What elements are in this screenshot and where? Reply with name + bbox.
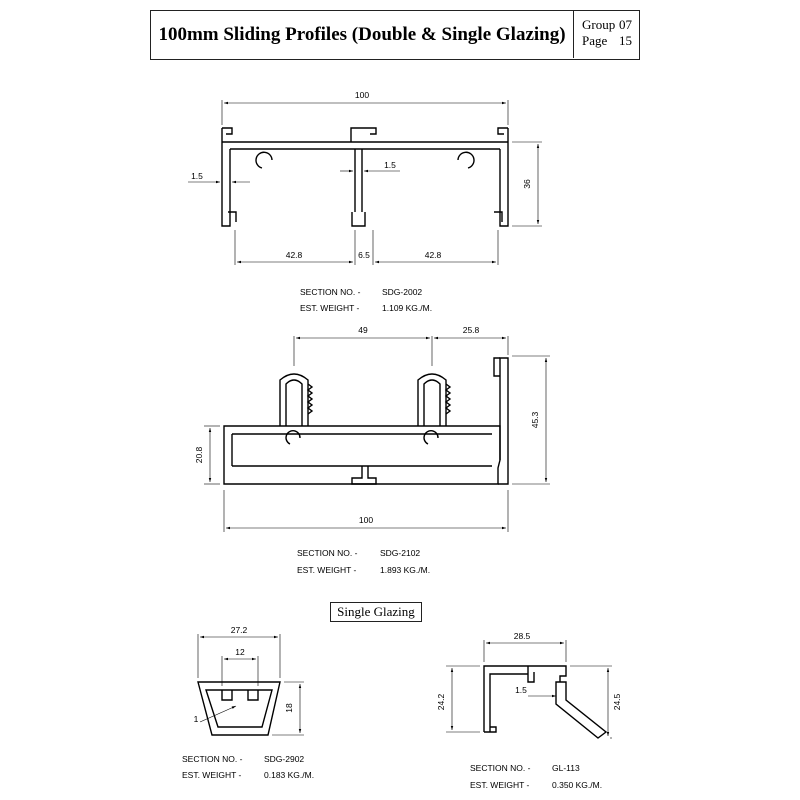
dim-sdg-2902-inner: 12	[235, 647, 245, 657]
gl-113-section-no: GL-113	[552, 763, 580, 773]
dim-sdg-2002-wall-left: 1.5	[191, 171, 203, 181]
dim-sdg-2102-base-height: 20.8	[194, 446, 204, 464]
group-label: Group	[582, 17, 616, 32]
gl-113-weight: 0.350 KG./M.	[552, 780, 603, 790]
profile-gl-113	[484, 666, 606, 738]
gl-113-section-label: SECTION NO. -	[470, 763, 531, 773]
sdg-2002-section-no: SDG-2002	[382, 287, 423, 297]
sdg-2002-section-label: SECTION NO. -	[300, 287, 361, 297]
dim-sdg-2102-width: 100	[358, 515, 374, 525]
dim-sdg-2102-gap-a: 49	[358, 325, 368, 335]
sdg-2902-section-no: SDG-2902	[264, 754, 305, 764]
dim-sdg-2002-right-bay: 42.8	[424, 250, 442, 260]
page-value: 15	[619, 33, 632, 48]
single-glazing-label: Single Glazing	[330, 602, 422, 622]
dim-sdg-2002-width: 100	[354, 90, 370, 100]
sdg-2102-weight-label: EST. WEIGHT -	[297, 565, 357, 575]
sdg-2102-section-no: SDG-2102	[380, 548, 421, 558]
sdg-2102-section-label: SECTION NO. -	[297, 548, 358, 558]
group-value: 07	[619, 17, 632, 32]
profile-sdg-2902-dims	[198, 634, 304, 735]
dim-sdg-2002-wall-mid: 1.5	[384, 160, 396, 170]
sdg-2902-section-label: SECTION NO. -	[182, 754, 243, 764]
dim-sdg-2102-gap-b: 25.8	[462, 325, 480, 335]
sdg-2902-weight: 0.183 KG./M.	[264, 770, 315, 780]
dim-sdg-2902-wall: 1	[193, 714, 199, 724]
profile-sdg-2102	[224, 358, 508, 484]
page-title: 100mm Sliding Profiles (Double & Single Glazing)	[151, 11, 574, 58]
dim-gl-113-wall: 1.5	[515, 685, 527, 695]
page-label: Page	[582, 33, 608, 48]
dim-sdg-2002-left-bay: 42.8	[285, 250, 303, 260]
dim-sdg-2002-height: 36	[522, 179, 532, 189]
dim-sdg-2902-height: 18	[284, 703, 294, 713]
dim-gl-113-height-left: 24.2	[436, 693, 446, 711]
sdg-2002-weight: 1.109 KG./M.	[382, 303, 433, 313]
profile-sdg-2002	[222, 128, 508, 226]
profile-sdg-2002-dims	[188, 100, 542, 265]
profile-gl-113-dims	[446, 640, 612, 738]
sdg-2002-weight-label: EST. WEIGHT -	[300, 303, 360, 313]
gl-113-weight-label: EST. WEIGHT -	[470, 780, 530, 790]
dim-sdg-2102-height: 45.3	[530, 411, 540, 429]
dim-gl-113-width: 28.5	[513, 631, 531, 641]
sdg-2902-weight-label: EST. WEIGHT -	[182, 770, 242, 780]
profile-sdg-2902	[198, 682, 280, 735]
sdg-2102-weight: 1.893 KG./M.	[380, 565, 431, 575]
dim-sdg-2902-width: 27.2	[230, 625, 248, 635]
dim-gl-113-height-right: 24.5	[612, 693, 622, 711]
dim-sdg-2002-mid-gap: 6.5	[358, 250, 370, 260]
